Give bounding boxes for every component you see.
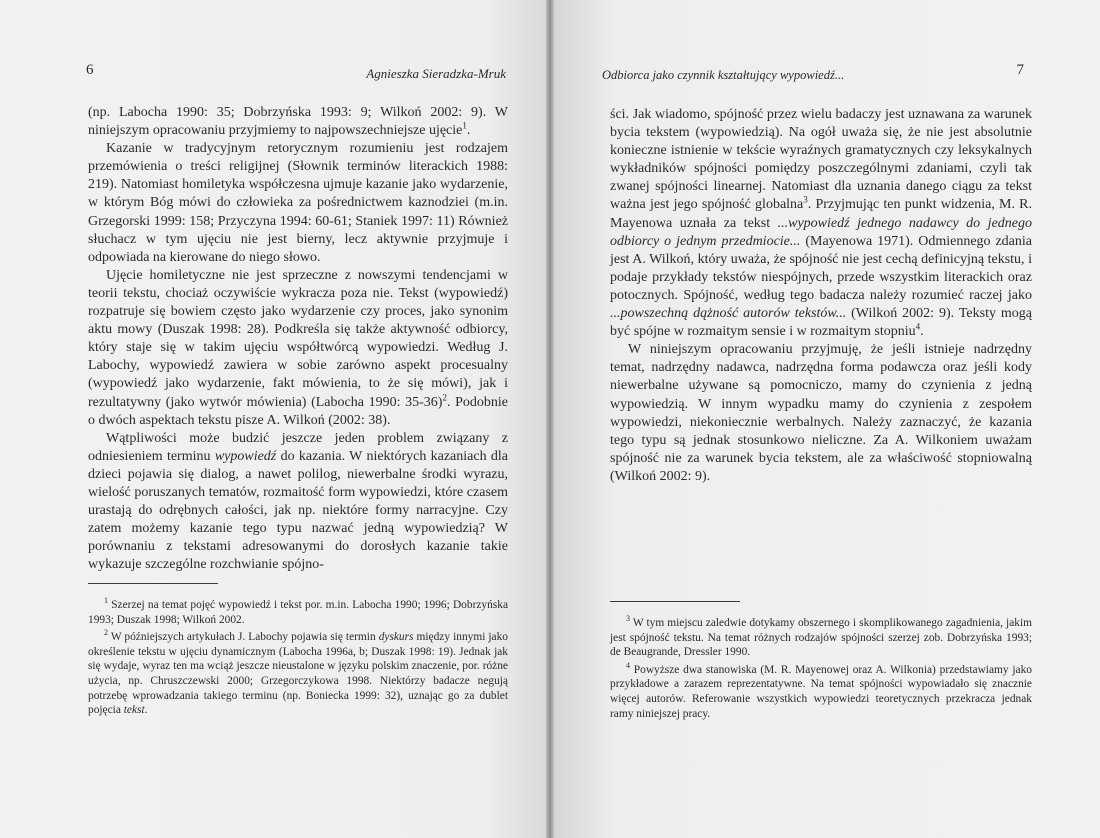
footnote-rule	[88, 583, 218, 584]
paragraph: Wątpliwości może budzić jeszcze jeden problem związany z odniesieniem terminu wypowiedź do kazania. W niektórych kazaniach dla dzieci pojawia się dialog, a nawet polilog, niewerbalne środki wyrazu, wielość poruszanych tematów, rozmaitość form wypowiedzi, które czasem urastają do odrębnych całości, jak np. niektóre formy narracyjne. Czy zatem możemy kazanie tego typu nazwać jedną wypowiedzią? W porównaniu z tekstami adresowanymi do dorosłych kazanie takie wykazuje szczególne rozchwianie spójno-	[88, 430, 508, 573]
paragraph: Kazanie w tradycyjnym retorycznym rozumieniu jest rodzajem przemówienia o treści religijnej (Słownik terminów literackich 1988: 219). Natomiast homiletyka współczesna ujmuje kazanie jako wydarzenie, w którym Bóg mówi do człowieka za pośrednictwem kaznodziei (m.in. Grzegorski 1999: 158; Przyczyna 1994: 60-61; Staniek 1997: 11) Również słuchacz w tym ujęciu nie jest bierny, lecz aktywnie przyjmuje i odpowiada na kierowane do niego słowo.	[88, 141, 508, 265]
footnote: $^2$ W późniejszych artykułach J. Labochy pojawia się termin dyskurs między innymi jako określenie tekstu w ujęciu dynamicznym (Labocha 1996a, b; Duszak 1998: 19). Jednak jak się wydaje, wyraz ten ma wciąż jeszcze nieustalone w języku polskim znaczenie, por. różne użycia, np. Chruszczewski 2000; Grzegorczykowa 1998. Niektórzy badacze negują potrzebę wprowadzania takiego terminu (np. Boniecka 1999: 32), uznając go za dublet pojęcia tekst.	[88, 628, 508, 717]
running-head: Odbiorca jako czynnik kształtujący wypowiedź...	[602, 68, 845, 82]
paragraph: (np. Labocha 1990: 35; Dobrzyńska 1993: 9; Wilkoń 2002: 9). W niniejszym opracowaniu przyjmiemy to najpowszechniejsze ujęcie$^1$.	[88, 105, 508, 139]
paragraph: Ujęcie homiletyczne nie jest sprzeczne z nowszymi tendencjami w teorii tekstu, chociaż oczywiście wykracza poza nie. Tekst (wypowiedź) rozpatruje się bowiem często jako wydarzenie czy proces, jako synonim aktu mowy (Duszak 1998: 28). Podkreśla się także aktywność odbiorcy, który staje się w takim ujęciu współtwórcą wypowiedzi. Według J. Labochy, wypowiedź zawiera w sobie zarówno aspekt procesualny (wypowiedź jako wydarzenie, fakt mówienia, to że się mówi), jak i rezultatywny (jako wytwór mówienia) (Labocha 1990: 35-36)$^2$. Podobnie o dwóch aspektach tekstu pisze A. Wilkoń (2002: 38).	[88, 267, 509, 428]
footnote: $^3$ W tym miejscu zaledwie dotykamy obszernego i skomplikowanego zagadnienia, jakim jest spójność tekstu. Na temat różnych rodzajów spójności szerzej zob. Dobrzyńska 1993; de Beaugrande, Dressler 1990.	[610, 614, 1032, 659]
footnotes	[88, 598, 508, 721]
footnote: $^1$ Szerzej na temat pojęć wypowiedź i tekst por. m.in. Labocha 1990; 1996; Dobrzyńska 1993; Duszak 1998; Wilkoń 2002.	[88, 596, 508, 626]
body-text	[88, 104, 508, 574]
page-number: 7	[1016, 62, 1024, 78]
body-text	[610, 106, 1032, 486]
right-page	[550, 0, 1100, 838]
footnote-rule	[610, 601, 740, 602]
paragraph: W niniejszym opracowaniu przyjmuję, że jeśli istnieje nadrzędny temat, nadrzędny nadawca, nadrzędna forma podawcza oraz jeśli kody niewerbalne używane są pomocniczo, mamy do czynienia z jedną wypowiedzią. W innym wypadku mamy do czynienia z zespołem wypowiedzi, niekoniecznie werbalnych. Należy zaznaczyć, że kazania tego typu są jednak stosunkowo nieliczne. Za A. Wilkoniem uważam spójność nie za warunek bycia tekstem, ale za właściwość stopniowalną (Wilkoń 2002: 9).	[610, 342, 1032, 484]
paragraph: ści. Jak wiadomo, spójność przez wielu badaczy jest uznawana za warunek bycia tekstem (wypowiedzią). Na ogół uważa się, że nie jest absolutnie konieczne istnienie w tekście wyraźnych gramatycznych czy leksykalnych wykładników spójności pomiędzy poszczególnymi zdaniami, czyli tak zwanej spójności linearnej. Natomiast dla uznania danego ciągu za tekst ważna jest jego spójność globalna$^3$. Przyjmując ten punkt widzenia, M. R. Mayenowa uznała za tekst ...wypowiedź jednego nadawcy do jednego odbiorcy o jednym przedmiocie... (Mayenowa 1971). Odmiennego zdania jest A. Wilkoń, który uważa, że spójność nie jest cechą definicyjną tekstu, i podaje przykłady tekstów niespójnych, przede wszystkim literackich oraz potocznych. Spójność, według tego badacza należy rozumieć raczej jako ...powszechną dążność autorów tekstów... (Wilkoń 2002: 9). Teksty mogą być spójne w rozmaitym sensie i w rozmaitym stopniu$^4$.	[610, 107, 1033, 340]
footnote: $^4$ Powyższe dwa stanowiska (M. R. Mayenowej oraz A. Wilkonia) przedstawiamy jako przykładowe a zarazem reprezentatywne. Na temat spójności wypowiadało się znacznie więcej autorów. Referowanie wszystkich wypowiedzi teoretycznych przekracza jednak ramy niniejszej pracy.	[610, 660, 1032, 720]
running-head: Agnieszka Sieradzka-Mruk	[366, 66, 506, 81]
book-spine	[546, 0, 554, 838]
page-number: 6	[86, 62, 94, 78]
footnotes	[610, 616, 1032, 724]
